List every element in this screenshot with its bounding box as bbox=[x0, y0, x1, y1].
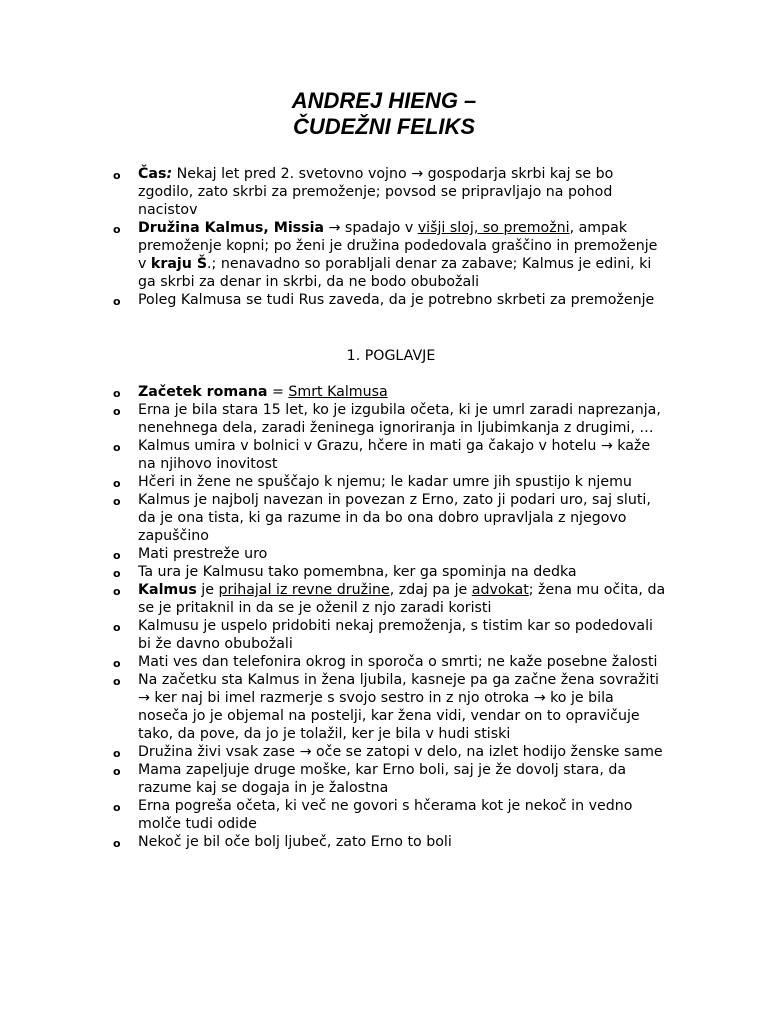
bullet-marker: o bbox=[113, 477, 121, 490]
list-item: o Ta ura je Kalmusu tako pomembna, ker ga spominja na dedka bbox=[0, 563, 768, 581]
list-item: o Družina živi vsak zase → oče se zatopi v delo, na izlet hodijo ženske same bbox=[0, 743, 768, 761]
list-item: o Mati prestreže uro bbox=[0, 545, 768, 563]
bullet-marker: o bbox=[113, 169, 121, 182]
list-item: o Na začetku sta Kalmus in žena ljubila, kasneje pa ga začne žena sovražiti → ker naj bi imel razmerje s svojo sestro in z njo otroka → ko je bila noseča jo je objemal na postelji, kar žena vidi, vendar on to opravičuje tako, da pove, da jo je tolažil, ker je bila v hudi stiski bbox=[113, 672, 659, 742]
list-item: o Kalmus je prihajal iz revne družine, zdaj pa je advokat; žena mu očita, da se je pritaknil in da se je oženil z njo zaradi koristi bbox=[113, 582, 666, 616]
list-item: o Hčeri in žene ne spuščajo k njemu; le kadar umre jih spustijo k njemu bbox=[0, 473, 768, 491]
bullet-marker: o bbox=[113, 621, 121, 634]
bullet-marker: o bbox=[113, 295, 121, 308]
bullet-marker: o bbox=[113, 495, 121, 508]
list-item: o Začetek romana = Smrt Kalmusa bbox=[0, 383, 768, 401]
chapter-list bbox=[0, 383, 768, 851]
bullet-marker: o bbox=[113, 549, 121, 562]
cas-colon: : bbox=[166, 166, 173, 182]
bullet-marker: o bbox=[113, 441, 121, 454]
arrow-icon: → bbox=[533, 690, 546, 706]
bullet-marker: o bbox=[113, 747, 121, 760]
arrow-icon: → bbox=[299, 744, 312, 760]
bullet-marker: o bbox=[113, 657, 121, 670]
list-item: o Čas: Nekaj let pred 2. svetovno vojno → gospodarja skrbi kaj se bo zgodilo, zato skrbi za premoženje; povsod se pripravljajo na pohod nacistov bbox=[113, 166, 614, 218]
bullet-marker: o bbox=[113, 387, 121, 400]
list-item: o Mati ves dan telefonira okrog in sporoča o smrti; ne kaže posebne žalosti bbox=[0, 653, 768, 671]
list-item: o Poleg Kalmusa se tudi Rus zaveda, da je potrebno skrbeti za premoženje bbox=[0, 291, 768, 309]
bullet-marker: o bbox=[113, 585, 121, 598]
title-line-2: ČUDEŽNI FELIKS bbox=[292, 114, 476, 139]
bullet-marker: o bbox=[113, 765, 121, 778]
section-heading: 1. POGLAVJE bbox=[346, 348, 436, 364]
document-title bbox=[0, 88, 768, 140]
arrow-icon: → bbox=[138, 690, 150, 706]
intro-list bbox=[0, 165, 768, 309]
bullet-marker: o bbox=[113, 837, 121, 850]
list-item: o Kalmusu je uspelo pridobiti nekaj premoženja, s tistim kar so podedovali bi že davno obubožali bbox=[113, 618, 653, 652]
bullet-marker: o bbox=[113, 223, 121, 236]
bullet-marker: o bbox=[113, 801, 121, 814]
list-item: o Kalmus je najbolj navezan in povezan z Erno, zato ji podari uro, saj sluti, da je ona tista, ki ga razume in da bo ona dobro upravljala z njegovo zapuščino bbox=[113, 492, 651, 544]
list-item: o Mama zapeljuje druge moške, kar Erno boli, saj je že dovolj stara, da razume kaj se dogaja in je žalostna bbox=[113, 762, 627, 796]
arrow-icon: → bbox=[600, 438, 613, 454]
bullet-marker: o bbox=[113, 675, 121, 688]
cas-label: Čas bbox=[138, 166, 167, 182]
list-item: o Družina Kalmus, Missia → spadajo v višji sloj, so premožni, ampak premoženje kopni; po ženi je družina podedovala graščino in premoženje v kraju Š.; nenavadno so porabljali denar za zabave; Kalmus je edini, ki ga skrbi za denar in skrbi, da ne bodo obubožali bbox=[113, 220, 658, 290]
arrow-icon: → bbox=[411, 166, 424, 182]
list-item: o Erna pogreša očeta, ki več ne govori s hčerama kot je nekoč in vedno molče tudi odide bbox=[113, 798, 633, 832]
bullet-marker: o bbox=[113, 567, 121, 580]
title-line-1: ANDREJ HIENG – bbox=[291, 88, 477, 113]
list-item: o Kalmus umira v bolnici v Grazu, hčere in mati ga čakajo v hotelu → kaže na njihovo inovitost bbox=[113, 438, 651, 472]
list-item: o Nekoč je bil oče bolj ljubeč, zato Erno to boli bbox=[0, 833, 768, 851]
list-item: o Erna je bila stara 15 let, ko je izgubila očeta, ki je umrl zaradi naprezanja, nenehnega dela, zaradi ženinega ignoriranja in ljubimkanja z drugimi, … bbox=[113, 402, 661, 436]
bullet-marker: o bbox=[113, 405, 121, 418]
arrow-icon: → bbox=[328, 220, 341, 236]
